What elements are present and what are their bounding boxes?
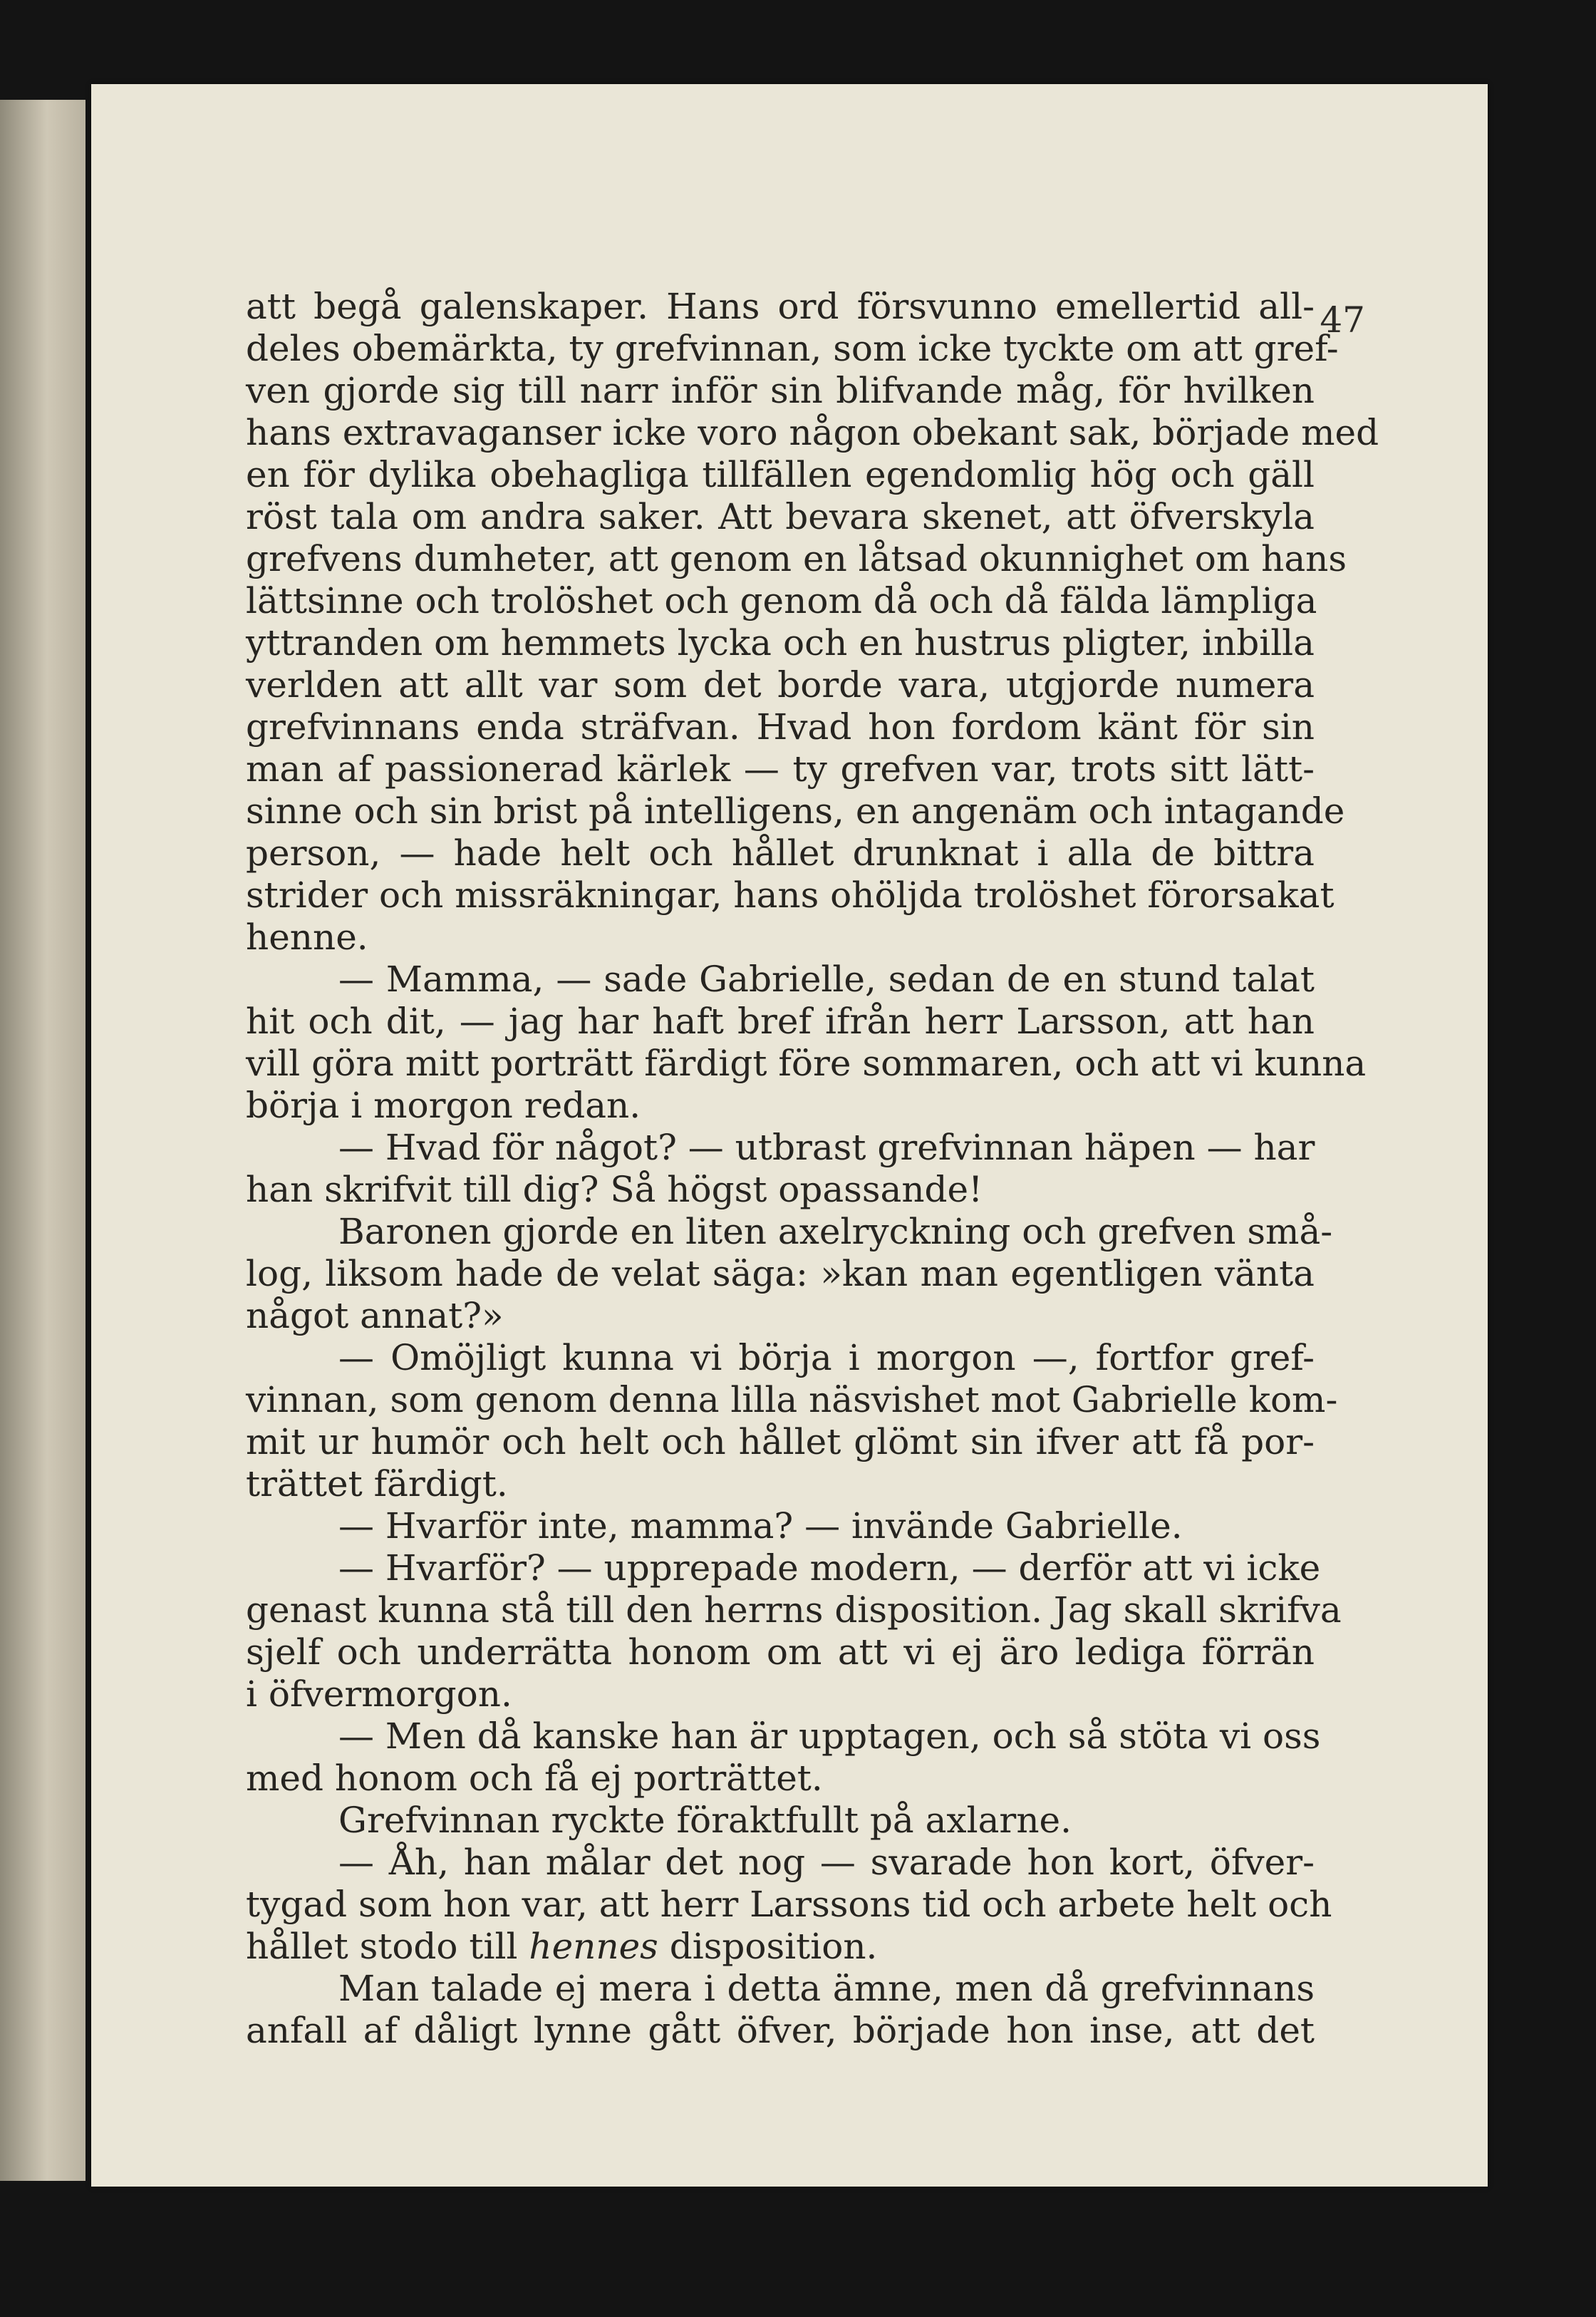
text-line: röst tala om andra saker. Att bevara skenet, att öfverskyla: [246, 496, 1315, 537]
emphasis-text: hennes: [529, 1926, 658, 1967]
text-line: — Hvarför inte, mamma? — invände Gabrielle.: [338, 1505, 1183, 1547]
text-line: mit ur humör och helt och hållet glömt sin ifver att få por-: [246, 1421, 1315, 1462]
text-line: — Omöjligt kunna vi börja i morgon —, fortfor gref-: [338, 1337, 1315, 1378]
text-line: Baronen gjorde en liten axelryckning och grefven små-: [338, 1211, 1333, 1252]
text-line: ven gjorde sig till narr inför sin blifvande måg, för hvilken: [246, 370, 1315, 411]
text-line: — Hvad för något? — utbrast grefvinnan häpen — har: [338, 1127, 1315, 1168]
text-line: en för dylika obehagliga tillfällen egendomlig hög och gäll: [246, 454, 1315, 495]
text-line: i öfvermorgon.: [246, 1673, 512, 1715]
text-line: börja i morgon redan.: [246, 1085, 641, 1126]
text-line: — Men då kanske han är upptagen, och så stöta vi oss: [338, 1715, 1321, 1757]
text-line: något annat?»: [246, 1295, 504, 1336]
text-line: — Mamma, — sade Gabrielle, sedan de en stund talat: [338, 959, 1315, 1000]
text-run: disposition.: [658, 1926, 878, 1967]
text-line: grefvens dumheter, att genom en låtsad okunnighet om hans: [246, 538, 1347, 579]
text-line: hit och dit, — jag har haft bref ifrån herr Larsson, att han: [246, 1001, 1315, 1042]
text-line: genast kunna stå till den herrns disposition. Jag skall skrifva: [246, 1589, 1342, 1631]
text-line: att begå galenskaper. Hans ord försvunno emellertid all-: [246, 286, 1315, 327]
text-line: verlden att allt var som det borde vara, utgjorde numera: [246, 664, 1315, 706]
text-line: vinnan, som genom denna lilla näsvishet mot Gabrielle kom-: [246, 1379, 1338, 1420]
text-line: Man talade ej mera i detta ämne, men då grefvinnans: [338, 1968, 1315, 2009]
text-line: anfall af dåligt lynne gått öfver, började hon inse, att det: [246, 2010, 1315, 2051]
text-line: deles obemärkta, ty grefvinnan, som icke tyckte om att gref-: [246, 328, 1339, 369]
facing-page-edge: [0, 100, 86, 2181]
page-number: 47: [1320, 299, 1365, 341]
text-line: strider och missräkningar, hans ohöljda trolöshet förorsakat: [246, 874, 1335, 916]
text-line: — Hvarför? — upprepade modern, — derför att vi icke: [338, 1547, 1321, 1589]
text-line: sinne och sin brist på intelligens, en angenäm och intagande: [246, 790, 1345, 832]
text-line: log, liksom hade de velat säga: »kan man egentligen vänta: [246, 1253, 1315, 1294]
text-line: med honom och få ej porträttet.: [246, 1758, 823, 1799]
text-line: — Åh, han målar det nog — svarade hon kort, öfver-: [338, 1842, 1315, 1883]
text-line: hans extravaganser icke voro någon obekant sak, började med: [246, 412, 1379, 453]
text-line: han skrifvit till dig? Så högst opassande!: [246, 1169, 983, 1210]
text-line: yttranden om hemmets lycka och en hustrus pligter, inbilla: [246, 622, 1315, 664]
text-line: henne.: [246, 917, 368, 958]
text-line: man af passionerad kärlek — ty grefven var, trots sitt lätt-: [246, 748, 1315, 790]
text-line: grefvinnans enda sträfvan. Hvad hon fordom känt för sin: [246, 706, 1315, 748]
text-line: trättet färdigt.: [246, 1463, 508, 1505]
text-line: lättsinne och trolöshet och genom då och då fälda lämpliga: [246, 580, 1317, 621]
text-run: hållet stodo till: [246, 1926, 529, 1967]
text-line: tygad som hon var, att herr Larssons tid och arbete helt och: [246, 1884, 1332, 1925]
text-line: Grefvinnan ryckte föraktfullt på axlarne.: [338, 1800, 1072, 1841]
text-line: sjelf och underrätta honom om att vi ej äro lediga förrän: [246, 1631, 1315, 1673]
text-line: [246, 1925, 877, 1968]
text-line: vill göra mitt porträtt färdigt före sommaren, och att vi kunna: [246, 1043, 1367, 1084]
text-line: person, — hade helt och hållet drunknat i alla de bittra: [246, 832, 1315, 874]
